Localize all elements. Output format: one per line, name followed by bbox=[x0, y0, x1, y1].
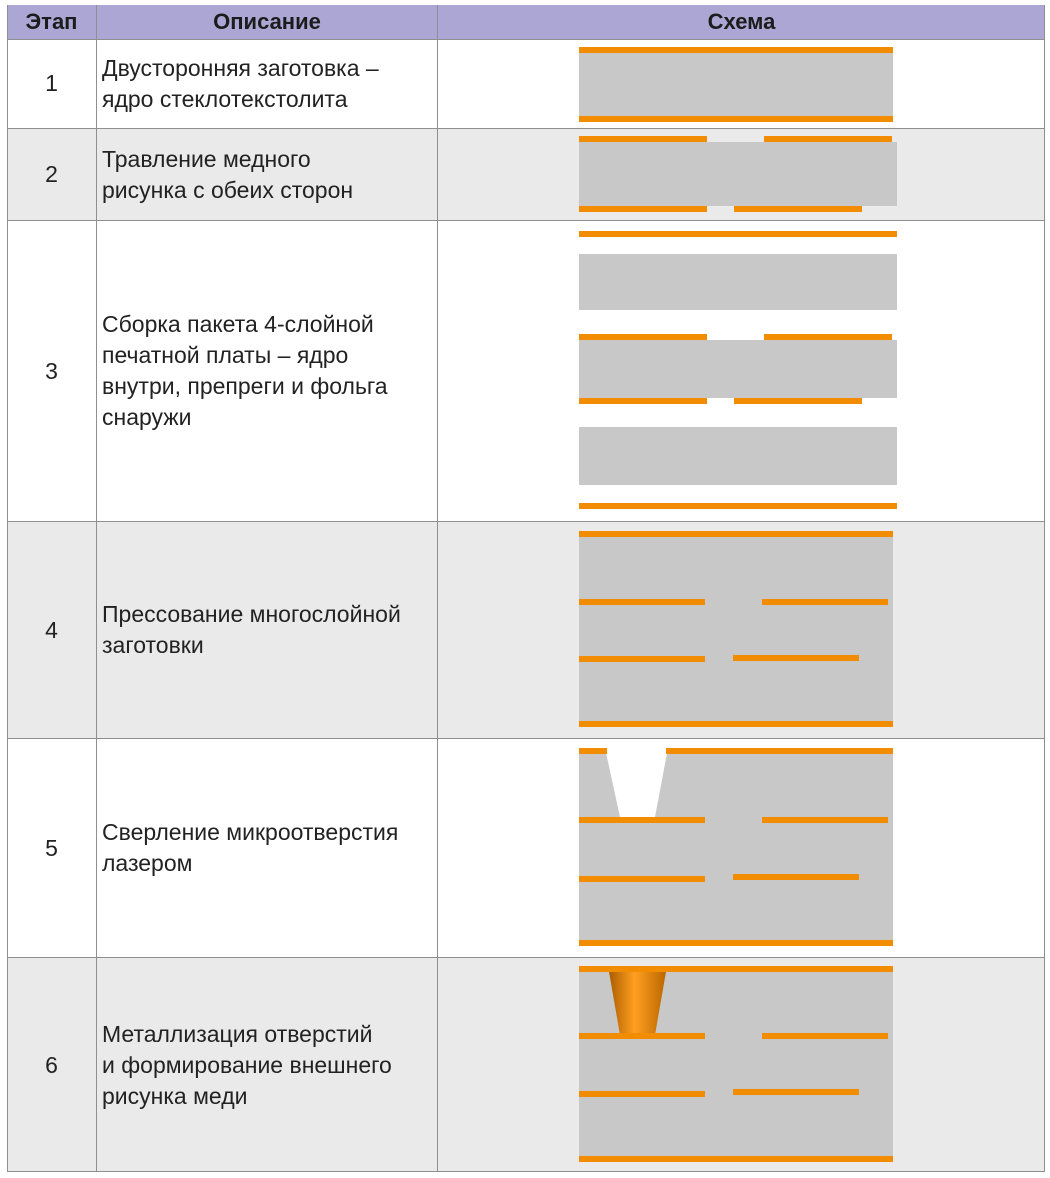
header-scheme: Схема bbox=[438, 5, 1045, 39]
process-table bbox=[7, 5, 1045, 1172]
description-line: рисунка с обеих сторон bbox=[102, 176, 354, 203]
description-line: Двусторонняя заготовка – bbox=[102, 54, 379, 81]
description-line: Травление медного bbox=[102, 145, 311, 172]
description-line: ядро стеклотекстолита bbox=[102, 85, 348, 112]
stage-number: 2 bbox=[45, 161, 58, 187]
description-line: Сборка пакета 4-слойной bbox=[102, 311, 374, 337]
description-line: Прессование многослойной bbox=[102, 601, 401, 627]
scheme-stage-1 bbox=[579, 47, 893, 122]
header-description: Описание bbox=[97, 5, 437, 39]
description-line: внутри, препреги и фольга bbox=[102, 373, 388, 399]
scheme-stage-6 bbox=[579, 966, 893, 1162]
description-line: Металлизация отверстий bbox=[102, 1020, 373, 1047]
description-line: рисунка меди bbox=[102, 1082, 248, 1109]
stage-number: 4 bbox=[45, 616, 58, 643]
scheme-stage-5 bbox=[579, 748, 893, 946]
description-line: заготовки bbox=[102, 632, 204, 658]
header-stage: Этап bbox=[7, 5, 96, 39]
stage-number: 6 bbox=[45, 1051, 58, 1078]
scheme-stage-4 bbox=[579, 531, 893, 727]
description-line: и формирование внешнего bbox=[102, 1051, 392, 1078]
description-line: лазером bbox=[102, 850, 193, 876]
stage-number: 3 bbox=[45, 357, 58, 384]
scheme-stage-2 bbox=[579, 136, 897, 212]
stage-number: 1 bbox=[45, 70, 58, 96]
stage-number: 5 bbox=[45, 834, 58, 861]
scheme-stage-3 bbox=[579, 231, 897, 509]
description-line: Сверление микроотверстия bbox=[102, 819, 399, 845]
description-line: снаружи bbox=[102, 404, 192, 430]
pcb-schematics bbox=[7, 5, 1045, 1172]
description-line: печатной платы – ядро bbox=[102, 342, 349, 368]
